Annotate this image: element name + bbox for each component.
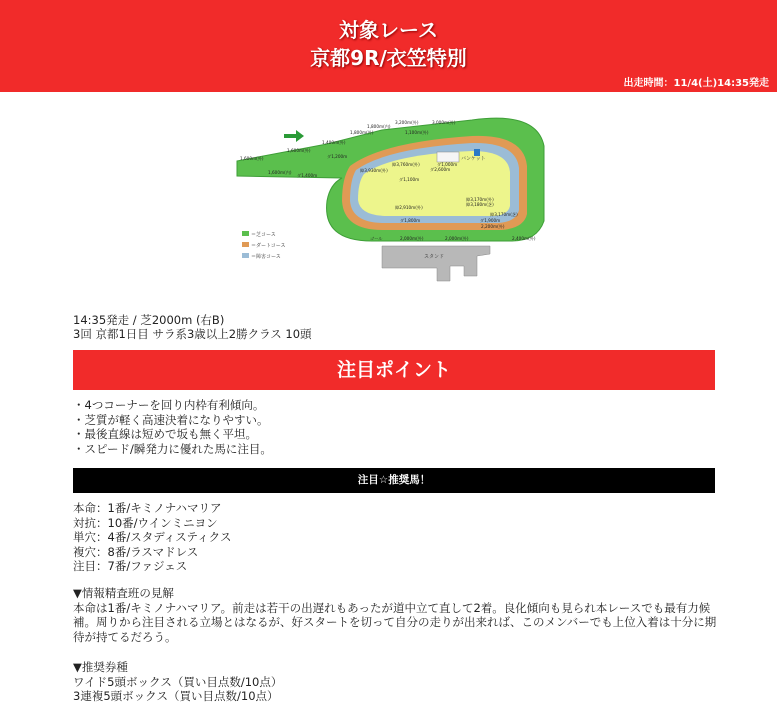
course-map <box>232 106 552 288</box>
attention-point: ・4つコーナーを回り内枠有利傾向。 <box>73 398 265 412</box>
dist-label: 障3,180m(芝) <box>466 202 494 207</box>
legend-obstacle: ＝障害コース <box>251 254 281 260</box>
pick-tanana: 単穴：4番/スタディスティクス <box>73 530 232 544</box>
stand-building <box>382 246 490 281</box>
attention-heading: 注目ポイント <box>73 350 715 390</box>
banket-marker <box>474 149 480 156</box>
dist-label: 1,400m(外) <box>322 140 346 145</box>
race-info-line2: 3回 京都1日目 サラ系3歳以上2勝クラス 10頭 <box>73 327 312 341</box>
dist-label: 2,400m(外) <box>512 236 536 241</box>
dist-label: 1,600m(外) <box>240 156 264 161</box>
tickets-section <box>73 660 282 704</box>
pick-honmei: 本命：1番/キミノナハマリア <box>73 501 222 515</box>
legend-dirt: ＝ダートコース <box>251 243 286 249</box>
header-race-name: 京都9R/衣笠特別 <box>310 46 467 70</box>
dist-label: ダ1,400m <box>297 173 318 178</box>
legend-turf: ＝芝コース <box>251 232 276 238</box>
stand-label: スタンド <box>424 254 445 260</box>
race-header <box>0 0 777 92</box>
banket-building <box>437 152 459 162</box>
dist-label: 障2,910m(外) <box>395 205 423 210</box>
recommend-picks <box>73 501 232 574</box>
pick-fukuana: 複穴：8番/ラスマドレス <box>73 544 199 559</box>
dist-label: ダ1,800m <box>400 218 421 223</box>
ticket-item: 3連複5頭ボックス（買い目点数/10点） <box>73 689 279 703</box>
attention-point: ・芝質が軽く高速決着になりやすい。 <box>73 412 269 427</box>
goal-label: ゴール <box>370 236 383 241</box>
race-info <box>73 313 312 341</box>
legend-dirt-swatch <box>242 242 249 247</box>
dist-label: 1,600m(外) <box>287 148 311 153</box>
race-info-line1: 14:35発走 / 芝2000m (右B) <box>73 313 225 327</box>
dist-label: ダ1,000m <box>437 162 458 167</box>
dist-label: 2,200m(外) <box>481 224 505 229</box>
pick-chumoku: 注目：7番/ファジェス <box>73 559 188 573</box>
analysis-body: 本命は1番/キミノナハマリア。前走は若干の出遅れもあったが道中立て直して2着。良化傾向も見られ本レースでも最有力候補。周りから注目される立場とはなるが、好スタートを切って自分の走りが出来れば、このメンバーでも上位入着は十分に期待が持てるだろう。 <box>73 600 717 644</box>
dist-label: 3,200m(外) <box>395 120 419 125</box>
dist-label: 1,800m(外) <box>350 130 374 135</box>
attention-points <box>73 398 272 456</box>
dist-label: ダ1,100m <box>399 177 420 182</box>
dist-label: 3,000m(外) <box>432 120 456 125</box>
legend-turf-swatch <box>242 231 249 236</box>
tickets-heading: ▼推奨券種 <box>73 660 128 674</box>
attention-point: ・最後直線は短めで坂も無く平坦。 <box>73 427 257 441</box>
dist-label: 障3,170m(芝) <box>490 212 518 217</box>
dist-label: 1,600m(内) <box>268 170 292 175</box>
dist-label: ダ1,200m <box>327 154 348 159</box>
dist-label: ダ2,600m <box>430 167 451 172</box>
dist-label: 障3,760m(外) <box>392 162 420 167</box>
dist-label: 2,000m(外) <box>445 236 469 241</box>
attention-point: ・スピード/瞬発力に優れた馬に注目。 <box>73 441 272 456</box>
header-title-line1: 対象レース <box>339 18 438 42</box>
dist-label: 1,800m(内) <box>367 124 391 129</box>
ticket-item: ワイド5頭ボックス（買い目点数/10点） <box>73 674 283 689</box>
recommend-heading: 注目☆推奨馬！ <box>73 468 715 493</box>
legend-obstacle-swatch <box>242 253 249 258</box>
pick-taikou: 対抗：10番/ウインミニヨン <box>73 515 218 530</box>
dist-label: 2,000m(外) <box>400 236 424 241</box>
banket-label: バンケット <box>461 156 486 162</box>
dist-label: ダ1,900m <box>480 218 501 223</box>
start-time: 出走時間：11/4(土)14:35発走 <box>623 78 769 89</box>
analysis-section <box>73 586 718 644</box>
dist-label: 障3,930m(外) <box>360 168 388 173</box>
direction-arrow-icon <box>284 130 304 142</box>
dist-label: 障3,170m(外) <box>466 197 494 202</box>
dist-label: 1,100m(外) <box>405 130 429 135</box>
analysis-heading: ▼情報精査班の見解 <box>73 586 174 600</box>
